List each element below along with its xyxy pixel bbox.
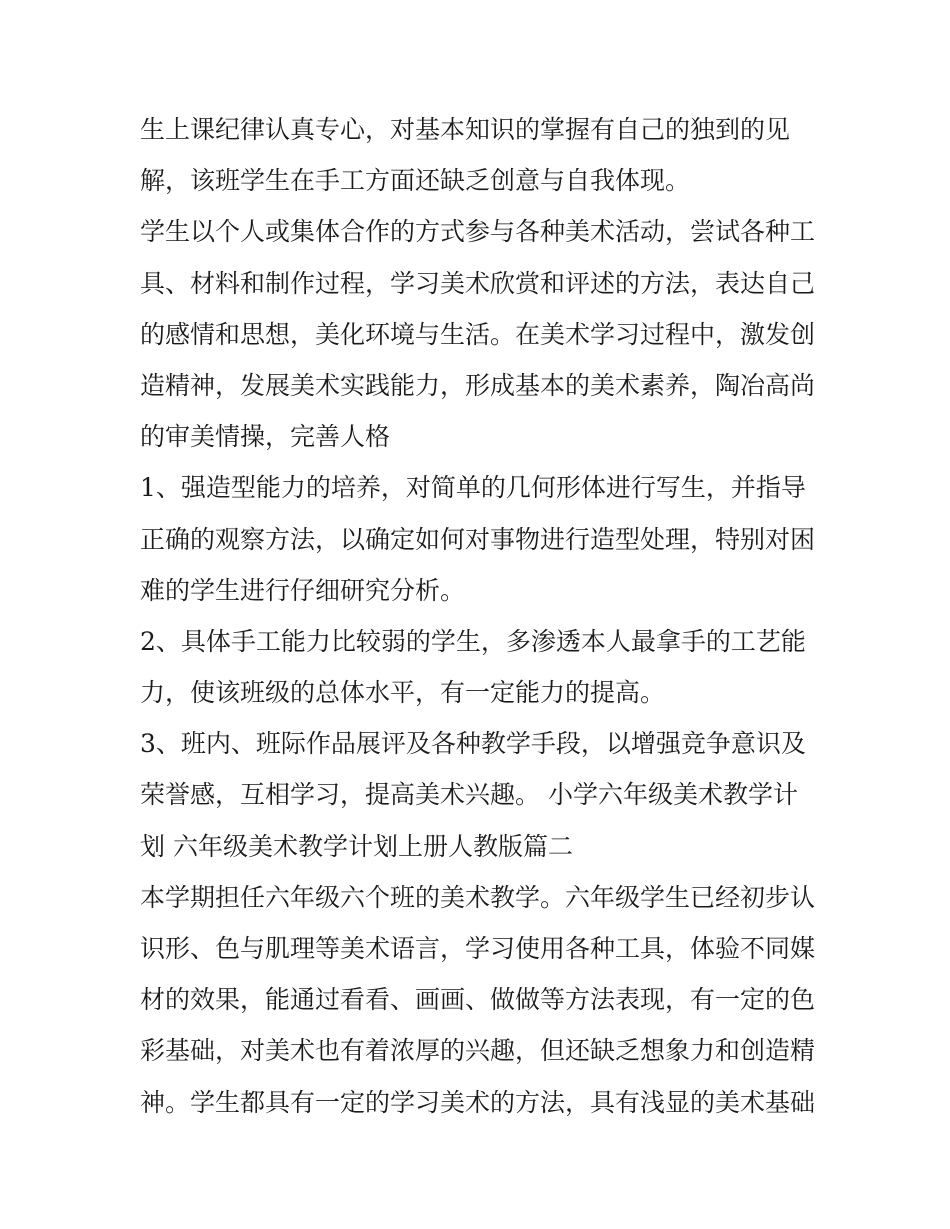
text-line: 难的学生进行仔细研究分析。 — [140, 575, 466, 605]
text-line: 力，使该班级的总体水平，有一定能力的提高。 — [140, 678, 666, 708]
text-line: 1、强造型能力的培养，对简单的几何形体进行写生，并指导 — [140, 473, 806, 503]
document-body — [140, 104, 820, 1128]
text-line: 学生以个人或集体合作的方式参与各种美术活动，尝试各种工 — [140, 217, 816, 247]
text-line: 的感情和思想，美化环境与生活。在美术学习过程中，激发创 — [140, 319, 816, 349]
text-line: 彩基础，对美术也有着浓厚的兴趣，但还缺乏想象力和创造精 — [140, 1036, 816, 1066]
text-line: 具、材料和制作过程，学习美术欣赏和评述的方法，表达自己 — [140, 268, 816, 298]
text-line: 材的效果，能通过看看、画画、做做等方法表现，有一定的色 — [140, 985, 816, 1015]
text-line: 荣誉感，互相学习，提高美术兴趣。 小学六年级美术教学计 — [140, 780, 798, 810]
text-line: 划 六年级美术教学计划上册人教版篇二 — [140, 831, 573, 861]
text-line: 识形、色与肌理等美术语言，学习使用各种工具，体验不同媒 — [140, 934, 816, 963]
text-line: 本学期担任六年级六个班的美术教学。六年级学生已经初步认 — [140, 882, 816, 912]
text-line: 神。学生都具有一定的学习美术的方法，具有浅显的美术基础 — [140, 1087, 816, 1117]
text-line: 3、班内、班际作品展评及各种教学手段，以增强竞争意识及 — [140, 729, 806, 759]
text-line: 2、具体手工能力比较弱的学生，多渗透本人最拿手的工艺能 — [140, 626, 806, 656]
text-line: 造精神，发展美术实践能力，形成基本的美术素养，陶冶高尚 — [140, 370, 816, 400]
text-line: 解，该班学生在手工方面还缺乏创意与自我体现。 — [140, 166, 691, 196]
text-line: 生上课纪律认真专心，对基本知识的掌握有自己的独到的见 — [140, 115, 791, 144]
text-line: 的审美情操，完善人格 — [140, 422, 391, 452]
text-line: 正确的观察方法，以确定如何对事物进行造型处理，特别对困 — [140, 524, 816, 554]
